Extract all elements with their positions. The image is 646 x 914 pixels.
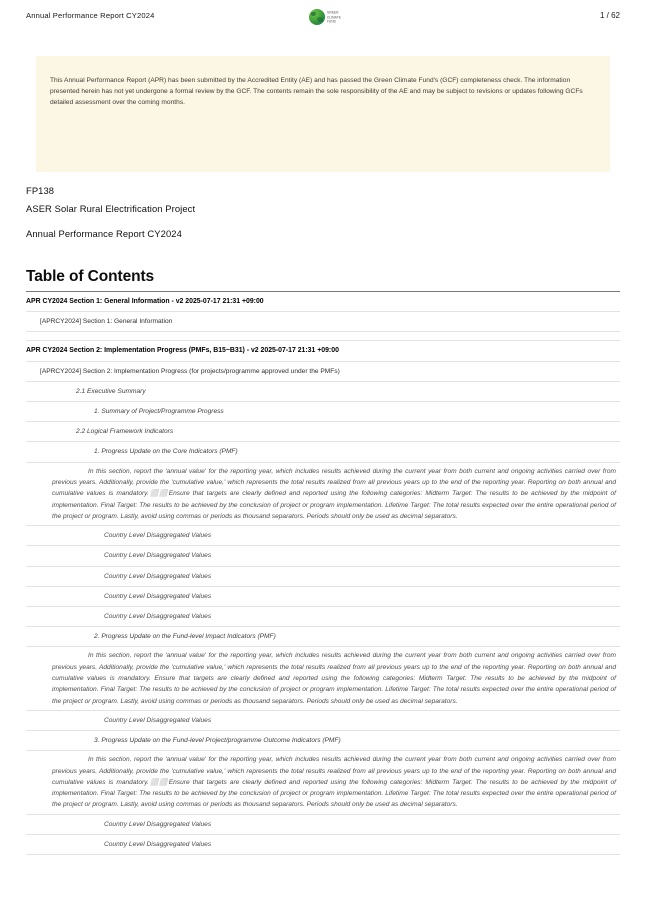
page-header bbox=[0, 0, 646, 34]
toc-entry[interactable]: Country Level Disaggregated Values bbox=[26, 815, 620, 835]
toc-entry[interactable]: 2.1 Executive Summary bbox=[26, 382, 620, 402]
toc-instruction-paragraph bbox=[26, 463, 620, 526]
toc-entry[interactable]: 2.2 Logical Framework Indicators bbox=[26, 422, 620, 442]
toc-entry[interactable]: 3. Progress Update on the Fund-level Project/programme Outcome Indicators (PMF) bbox=[26, 731, 620, 751]
logo-wordmark-line2: CLIMATE bbox=[327, 14, 341, 20]
toc-entry[interactable]: Country Level Disaggregated Values bbox=[26, 526, 620, 546]
toc-entry[interactable]: Country Level Disaggregated Values bbox=[26, 587, 620, 607]
header-document-title: Annual Performance Report CY2024 bbox=[26, 11, 155, 20]
toc-instruction-paragraph-text: In this section, report the 'annual value' for the reporting year, which includes results achieved during the current year from both current and ongoing activities carried over from previous years. Additionally, provide the 'cumulative value,' which represents the total results realized from all previous years up to the end of the reporting year. Reporting on both annual and cumulative values is mandatory.⬜⬜Ensure that targets are clearly defined and reported using the following categories: Midterm Target: The results to be achieved by the midpoint of implementation. Final Target: The results to be achieved by the conclusion of project or program implementation. Lifetime Target: The total results expected over the entire operational period of the project or program. Lastly, avoid using commas or periods as thousand separators. Periods should only be used as decimal separators. bbox=[52, 467, 616, 520]
toc-instruction-paragraph bbox=[26, 647, 620, 710]
toc-entry[interactable]: [APRCY2024] Section 2: Implementation Progress (for projects/programme approved under the PMFs) bbox=[26, 362, 620, 382]
toc-entry[interactable]: Country Level Disaggregated Values bbox=[26, 567, 620, 587]
toc-row-list bbox=[26, 292, 620, 855]
globe-icon bbox=[309, 9, 325, 25]
toc-instruction-paragraph-text: In this section, report the 'annual value' for the reporting year, which includes results achieved during the current year from both current and ongoing activities carried over from previous years. Additionally, provide the 'cumulative value,' which represents the total results realized from all previous years up to the end of the reporting year. Reporting on both annual and cumulative values is mandatory.⬜⬜Ensure that targets are clearly defined and reported using the following categories: Midterm Target: The results to be achieved by the midpoint of implementation. Final Target: The results to be achieved by the conclusion of project or program implementation. Lifetime Target: The total results expected over the entire operational period of the project or program. Lastly, avoid using commas or periods as thousand separators. Periods should only be used as decimal separators. bbox=[52, 756, 616, 809]
toc-entry[interactable]: Country Level Disaggregated Values bbox=[26, 835, 620, 855]
project-name: ASER Solar Rural Electrification Project bbox=[26, 203, 196, 214]
logo-wordmark-line1: GREEN bbox=[327, 10, 339, 16]
report-name: Annual Performance Report CY2024 bbox=[26, 228, 182, 239]
toc-entry[interactable]: 1. Progress Update on the Core Indicators (PMF) bbox=[26, 442, 620, 462]
green-climate-fund-logo bbox=[309, 6, 367, 28]
toc-instruction-paragraph-text: In this section, report the 'annual value' for the reporting year, which includes results achieved during the current year from both current and ongoing activities carried over from previous years. Additionally, provide the 'cumulative value,' which represents the total results realized from all previous years up to the end of the reporting year. Reporting on both annual and cumulative values is mandatory. Ensure that targets are clearly defined and reported using the following categories: Midterm Target: The results to be achieved by the midpoint of implementation. Final Target: The results to be achieved by the conclusion of project or program implementation. Lifetime Target: The total results expected over the entire operational period of the project or program. Lastly, avoid using commas or periods as thousand separators. Periods should only be used as decimal separators. bbox=[52, 652, 616, 705]
toc-entry[interactable]: Country Level Disaggregated Values bbox=[26, 607, 620, 627]
toc-entry[interactable]: Country Level Disaggregated Values bbox=[26, 546, 620, 566]
logo-wordmark-line3: FUND bbox=[327, 18, 336, 24]
disclaimer-notice-text: This Annual Performance Report (APR) has been submitted by the Accredited Entity (AE) and has passed the Green Climate Fund's (GCF) completeness check. The information presented herein has not yet undergone a formal review by the GCF. The contents remain the sole responsibility of the AE and may be subject to revisions or updates following GCFs detailed assessment over the coming months. bbox=[50, 77, 583, 107]
project-code: FP138 bbox=[26, 185, 55, 196]
toc-entry[interactable]: [APRCY2024] Section 1: General Information bbox=[26, 312, 620, 332]
table-of-contents bbox=[26, 268, 620, 855]
logo-wordmark bbox=[327, 10, 341, 23]
report-title-block bbox=[26, 182, 526, 243]
toc-entry[interactable]: 2. Progress Update on the Fund-level Impact Indicators (PMF) bbox=[26, 627, 620, 647]
toc-row-blank bbox=[26, 332, 620, 341]
toc-heading: Table of Contents bbox=[26, 268, 155, 285]
page-indicator: 1 / 62 bbox=[599, 11, 620, 20]
toc-instruction-paragraph bbox=[26, 751, 620, 814]
toc-entry[interactable]: 1. Summary of Project/Programme Progress bbox=[26, 402, 620, 422]
disclaimer-notice-box bbox=[36, 56, 610, 172]
toc-section-header[interactable]: APR CY2024 Section 2: Implementation Progress (PMFs, B15~B31) - v2 2025-07-17 21:31 +09:00 bbox=[26, 341, 620, 361]
toc-section-header[interactable]: APR CY2024 Section 1: General Information - v2 2025-07-17 21:31 +09:00 bbox=[26, 292, 620, 312]
toc-entry[interactable]: Country Level Disaggregated Values bbox=[26, 711, 620, 731]
